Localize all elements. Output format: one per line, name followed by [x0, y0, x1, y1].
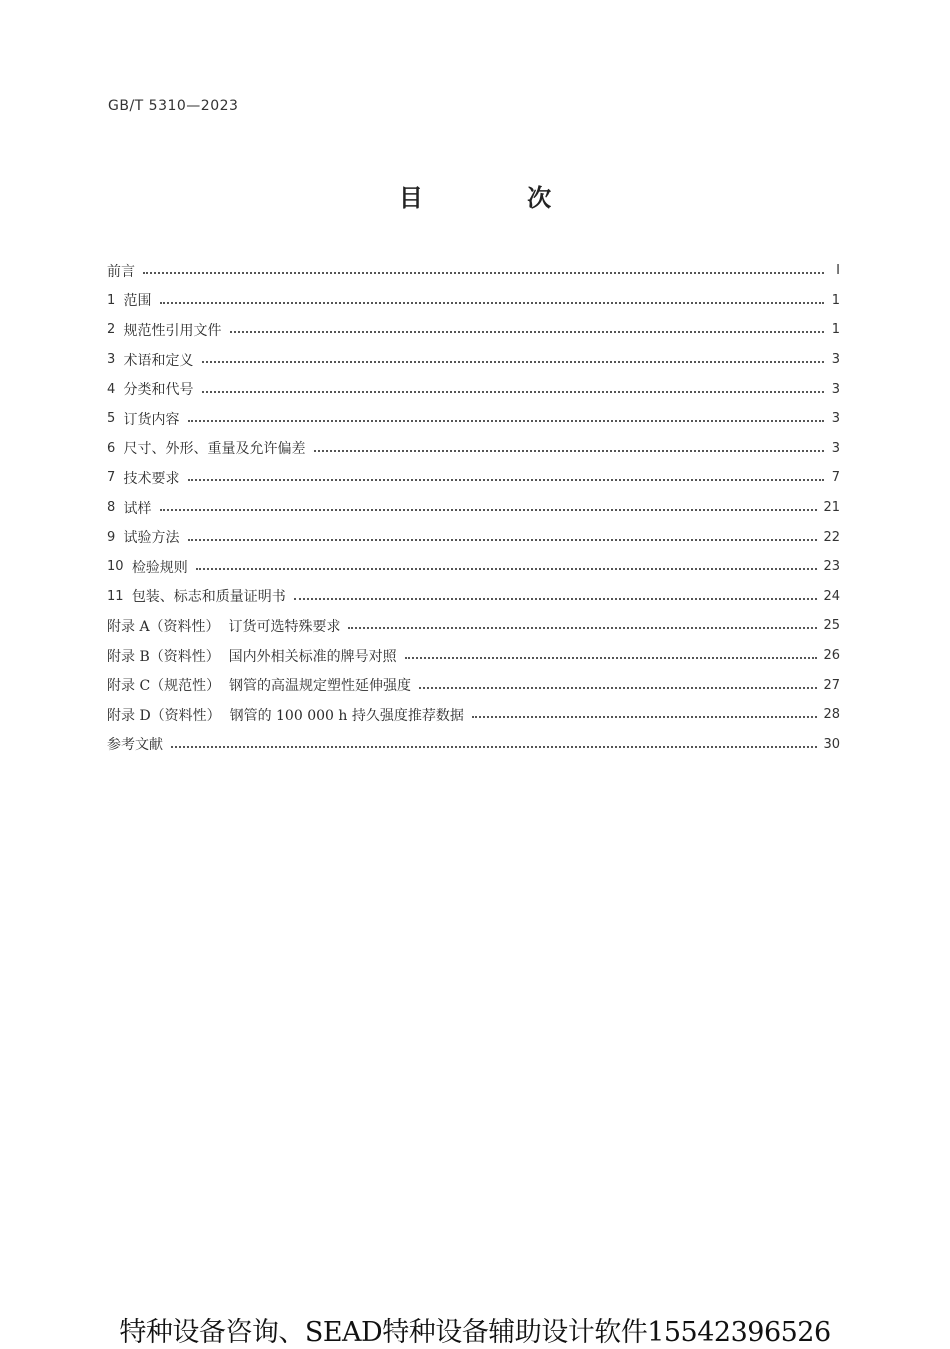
- toc-entry-page: 30: [823, 736, 840, 752]
- toc-entry-page: 25: [823, 618, 840, 634]
- toc-entry-page: 22: [823, 529, 840, 545]
- toc-entry[interactable]: [107, 611, 840, 641]
- toc-entry-title: 尺寸、外形、重量及允许偏差: [123, 441, 306, 458]
- toc-entry-number: 8: [107, 500, 124, 516]
- toc-entry-page: 3: [831, 411, 840, 427]
- toc-title: 目 次: [398, 184, 600, 212]
- toc-entry-number: 2: [107, 322, 124, 338]
- toc-entry-title: 技术要求: [123, 470, 180, 487]
- dot-leader: [196, 567, 818, 570]
- toc-entry[interactable]: [107, 345, 840, 375]
- dot-leader: [188, 419, 824, 422]
- toc-entry[interactable]: [107, 730, 840, 760]
- toc-entry[interactable]: [107, 670, 840, 700]
- dot-leader: [143, 271, 824, 274]
- toc-entry-page: 3: [831, 352, 840, 368]
- toc-entry[interactable]: [107, 641, 840, 671]
- toc-entry[interactable]: [107, 404, 840, 434]
- toc-entry[interactable]: [107, 315, 840, 345]
- toc-entry[interactable]: [107, 374, 840, 404]
- toc-entry[interactable]: [107, 552, 840, 582]
- dot-leader: [160, 508, 818, 511]
- toc-entry-title: 检验规则: [131, 559, 188, 576]
- toc-entry-title: 试样: [123, 500, 152, 517]
- toc-entry-title: 包装、标志和质量证明书: [131, 589, 286, 606]
- toc-entry-page: 1: [831, 292, 840, 308]
- toc-entry-title: 附录 B（资料性） 国内外相关标准的牌号对照: [107, 648, 397, 665]
- dot-leader: [188, 478, 824, 481]
- toc-entry[interactable]: [107, 522, 840, 552]
- toc-entry-title: 规范性引用文件: [123, 322, 222, 339]
- dot-leader: [202, 390, 824, 393]
- toc-entry-number: 11: [107, 588, 132, 604]
- standard-number: GB/T 5310—2023: [108, 98, 239, 114]
- toc-entry-page: 28: [823, 707, 840, 723]
- toc-entry-number: 5: [107, 411, 124, 427]
- toc-entry-page: 3: [831, 381, 840, 397]
- toc-entry-number: 6: [107, 440, 124, 456]
- toc-entry-number: 9: [107, 529, 124, 545]
- dot-leader: [160, 301, 824, 304]
- toc-entry-page: 21: [823, 500, 840, 516]
- toc-entry-page: 26: [823, 648, 840, 664]
- toc-entry-title: 试验方法: [123, 530, 180, 547]
- dot-leader: [230, 330, 824, 333]
- toc-entry-number: 4: [107, 381, 124, 397]
- toc-entry-title: 订货内容: [123, 411, 180, 428]
- toc-entry[interactable]: [107, 700, 840, 730]
- toc-entry-number: 1: [107, 292, 124, 308]
- toc-entry[interactable]: [107, 582, 840, 612]
- toc-entry[interactable]: [107, 493, 840, 523]
- dot-leader: [314, 449, 824, 452]
- toc-entry[interactable]: [107, 434, 840, 464]
- dot-leader: [348, 626, 817, 629]
- toc-entry-number: 3: [107, 352, 124, 368]
- toc-entry-page: 23: [823, 559, 840, 575]
- toc-entry-page: 3: [831, 440, 840, 456]
- dot-leader: [294, 597, 818, 600]
- toc-entry-title: 附录 D（资料性） 钢管的 100 000 h 持久强度推荐数据: [107, 707, 464, 724]
- toc-entry-title: 参考文献: [107, 737, 163, 754]
- toc-entry-page: 24: [823, 588, 840, 604]
- dot-leader: [171, 745, 817, 748]
- toc-entry-title: 附录 C（规范性） 钢管的高温规定塑性延伸强度: [107, 678, 412, 695]
- dot-leader: [419, 686, 817, 689]
- dot-leader: [405, 656, 818, 659]
- toc-entry-title: 附录 A（资料性） 订货可选特殊要求: [107, 618, 341, 635]
- toc-entry[interactable]: [107, 256, 840, 286]
- dot-leader: [472, 715, 818, 718]
- toc-entry-title: 术语和定义: [123, 352, 194, 369]
- dot-leader: [188, 538, 818, 541]
- watermark-footer: 特种设备咨询、SEAD特种设备辅助设计软件15542396526: [119, 1317, 831, 1348]
- toc-entry-number: 7: [107, 470, 124, 486]
- toc-entry-page: Ⅰ: [836, 263, 840, 279]
- dot-leader: [202, 360, 824, 363]
- toc-entry[interactable]: [107, 463, 840, 493]
- toc-entry-title: 分类和代号: [123, 382, 194, 399]
- table-of-contents: [107, 256, 840, 759]
- toc-entry[interactable]: [107, 286, 840, 316]
- toc-entry-page: 7: [831, 470, 840, 486]
- toc-entry-page: 27: [823, 677, 840, 693]
- toc-entry-page: 1: [831, 322, 840, 338]
- toc-entry-title: 前言: [107, 263, 135, 280]
- toc-entry-number: 10: [107, 559, 132, 575]
- toc-entry-title: 范围: [123, 293, 152, 310]
